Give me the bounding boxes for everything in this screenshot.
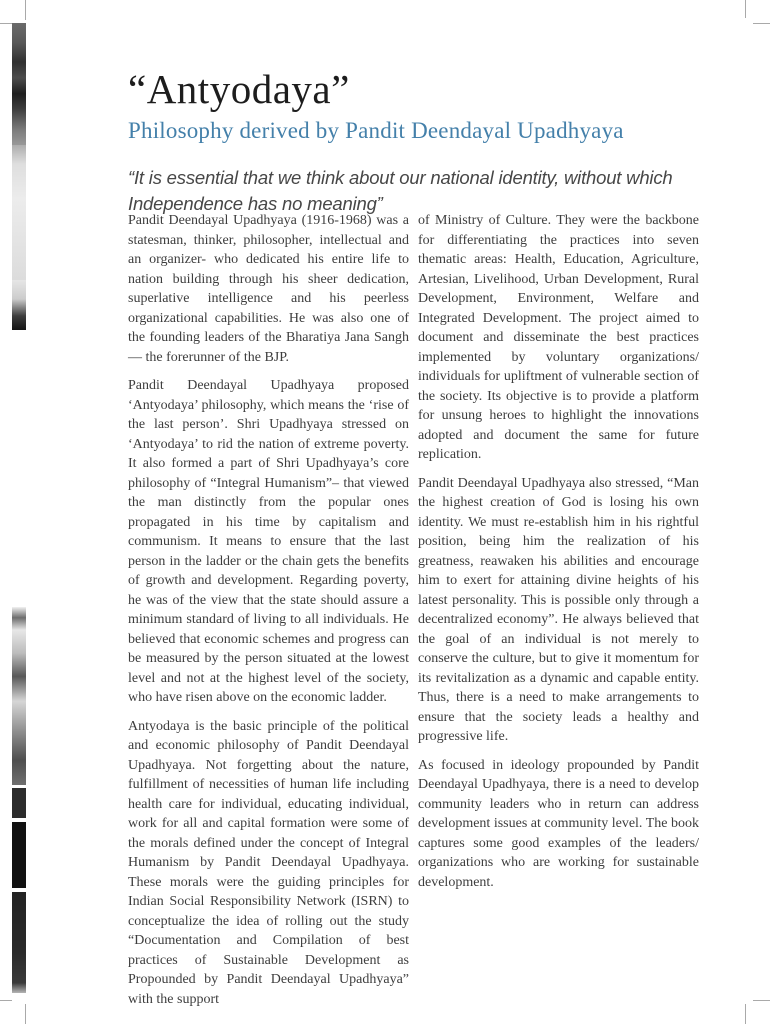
crop-mark-top-left-horizontal <box>0 23 12 24</box>
edge-photo-fragment-7 <box>12 892 26 993</box>
pull-quote: “It is essential that we think about our national identity, without which Independence has no meaning” <box>128 167 673 215</box>
body-paragraph: Pandit Deendayal Upadhyaya (1916-1968) was a statesman, thinker, philosopher, intellectual and an organizer- who dedicated his entire life to nation building through his sheer dedication, superlative intelligence and his peerless organizational capabilities. He was also one of the founding leaders of the Bharatiya Jana Sangh — the forerunner of the BJP. <box>128 213 409 365</box>
crop-mark-bottom-left-vertical <box>25 1004 26 1024</box>
crop-mark-bottom-left-horizontal <box>0 1000 12 1001</box>
crop-mark-top-right-vertical <box>745 0 746 18</box>
edge-photo-fragment-5 <box>12 788 26 818</box>
crop-mark-top-right-horizontal <box>753 23 770 24</box>
edge-photo-fragment-1 <box>12 23 26 145</box>
article-body <box>128 211 699 1018</box>
crop-mark-bottom-right-horizontal <box>753 1000 770 1001</box>
edge-photo-fragment-4 <box>12 607 26 785</box>
left-column <box>128 211 409 1018</box>
right-column <box>418 211 699 1018</box>
body-paragraph: Pandit Deendayal Upadhyaya also stressed, “Man the highest creation of God is losing his own identity. We must re-establish him in his rightful position, being him the realization of his greatness, reawaken his abilities and encourage him to exert for attaining divine heights of his latest personality. This is possible only through a decentralized economy”. He always believed that the goal of an individual is not merely to conserve the culture, but to give it momentum for its revitalization as a dynamic and capable entity. Thus, there is a need to make arrangements to ensure that the society leads a healthy and progressive life. <box>418 475 699 744</box>
edge-photo-fragment-6 <box>12 822 26 888</box>
page-title: “Antyodaya” <box>128 66 350 112</box>
body-paragraph: Antyodaya is the basic principle of the political and economic philosophy of Pandit Deendayal Upadhyaya. Not forgetting about the nature, fulfillment of necessities of human life including health care for individual, educating individual, work for all and capital formation were some of the morals defined under the concept of Integral Humanism by Pandit Deendayal Upadhyaya. These morals were the guiding principles for Indian Social Responsibility Network (ISRN) to conceptualize the idea of rolling out the study “Documentation and Compilation of best practices of Sustainable Development as Propounded by Pandit Deendayal Upadhyaya” with the support <box>128 718 409 1007</box>
crop-mark-top-left-vertical <box>25 0 26 20</box>
edge-photo-fragment-2 <box>12 145 26 280</box>
crop-mark-bottom-right-vertical <box>745 1004 746 1024</box>
body-paragraph: of Ministry of Culture. They were the backbone for differentiating the practices into seven thematic areas: Health, Education, Agriculture, Artesian, Livelihood, Urban Development, Rural Development, Environment, Welfare and Integrated Development. The project aimed to document and disseminate the best practices implemented by voluntary organizations/ individuals for upliftment of vulnerable section of the society. Its objective is to provide a platform for unsung heroes to highlight the innovations adopted and document the same for future replication. <box>418 213 699 462</box>
body-paragraph: As focused in ideology propounded by Pandit Deendayal Upadhyaya, there is a need to develop community leaders who in return can address development issues at community level. The book captures some good examples of the leaders/ organizations who are working for sustainable development. <box>418 757 699 890</box>
article-header <box>128 68 703 218</box>
body-paragraph: Pandit Deendayal Upadhyaya proposed ‘Antyodaya’ philosophy, which means the ‘rise of the last person’. Shri Upadhyaya stressed on ‘Antyodaya’ to rid the nation of extreme poverty. It also formed a part of Shri Upadhyaya’s core philosophy of “Integral Humanism”– that viewed the man distinctly from the popular ones propagated in his time by capitalism and communism. It means to ensure that the last person in the ladder or the chain gets the benefits of growth and development. Regarding poverty, he was of the view that the state should assure a minimum standard of living to all individuals. He believed that economic schemes and progress can be measured by the person situated at the lowest level and not at the highest level of the society, who have risen above on the economic ladder. <box>128 378 409 705</box>
page-subtitle: Philosophy derived by Pandit Deendayal Upadhyaya <box>128 118 624 144</box>
edge-photo-fragment-3 <box>12 280 26 330</box>
